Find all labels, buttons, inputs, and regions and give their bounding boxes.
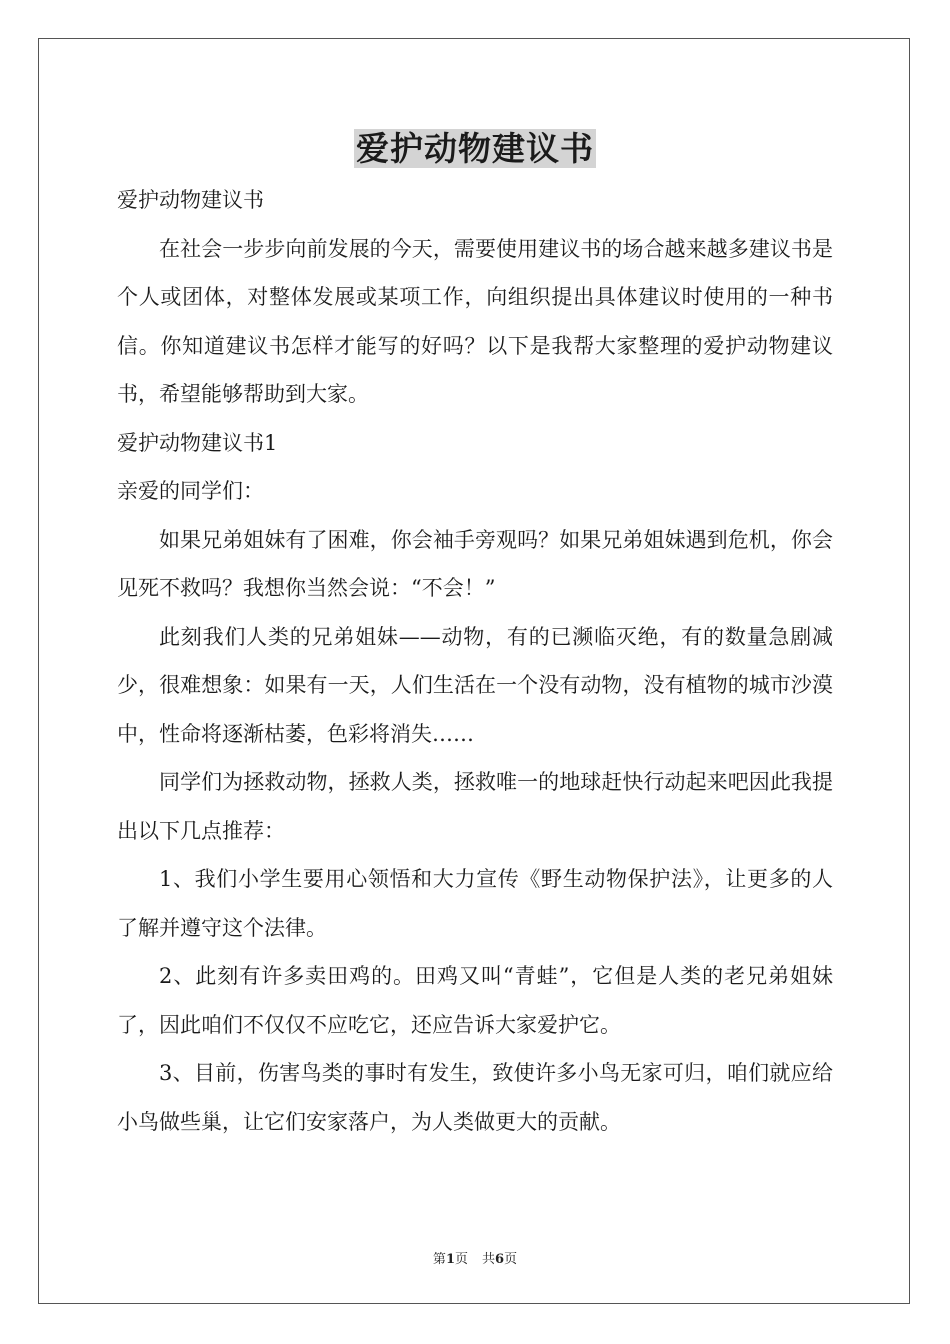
page-suffix: 页: [454, 1252, 468, 1267]
paragraph-4: 如果兄弟姐妹有了困难，你会袖手旁观吗？如果兄弟姐妹遇到危机，你会见死不救吗？我想你当然会说：“不会！”: [117, 527, 833, 600]
title-highlight: 爱护动物建议书: [356, 129, 594, 168]
paragraph-1: 在社会一步步向前发展的今天，需要使用建议书的场合越来越多建议书是个人或团体，对整体发展或某项工作，向组织提出具体建议时使用的一种书信。你知道建议书怎样才能写的好吗？以下是我帮大家整理的爱护动物建议书，希望能够帮助到大家。: [117, 236, 833, 406]
page-current: 1: [445, 1252, 455, 1267]
paragraph-3: 亲爱的同学们：: [117, 479, 264, 503]
document-body: [117, 176, 833, 1146]
page-total: 6: [495, 1252, 505, 1267]
document-title: [0, 126, 950, 172]
paragraph-7: 1、我们小学生要用心领悟和大力宣传《野生动物保护法》，让更多的人了解并遵守这个法律。: [117, 867, 833, 940]
paragraph-5: 此刻我们人类的兄弟姐妹——动物，有的已濒临灭绝，有的数量急剧减少，很难想象：如果有一天，人们生活在一个没有动物，没有植物的城市沙漠中，性命将逐渐枯萎，色彩将消失……: [117, 624, 833, 746]
paragraph-8: 2、此刻有许多卖田鸡的。田鸡又叫“青蛙”，它但是人类的老兄弟姐妹了，因此咱们不仅仅不应吃它，还应告诉大家爱护它。: [117, 964, 833, 1037]
total-prefix: 共: [482, 1252, 496, 1267]
paragraph-0: 爱护动物建议书: [117, 188, 264, 212]
paragraph-6: 同学们为拯救动物，拯救人类，拯救唯一的地球赶快行动起来吧因此我提出以下几点推荐：: [117, 770, 833, 843]
page-footer: [0, 1248, 950, 1267]
paragraph-9: 3、目前，伤害鸟类的事时有发生，致使许多小鸟无家可归，咱们就应给小鸟做些巢，让它们安家落户，为人类做更大的贡献。: [117, 1061, 833, 1134]
total-suffix: 页: [504, 1252, 518, 1267]
paragraph-2: 爱护动物建议书1: [117, 430, 278, 455]
page-prefix: 第: [432, 1252, 446, 1267]
